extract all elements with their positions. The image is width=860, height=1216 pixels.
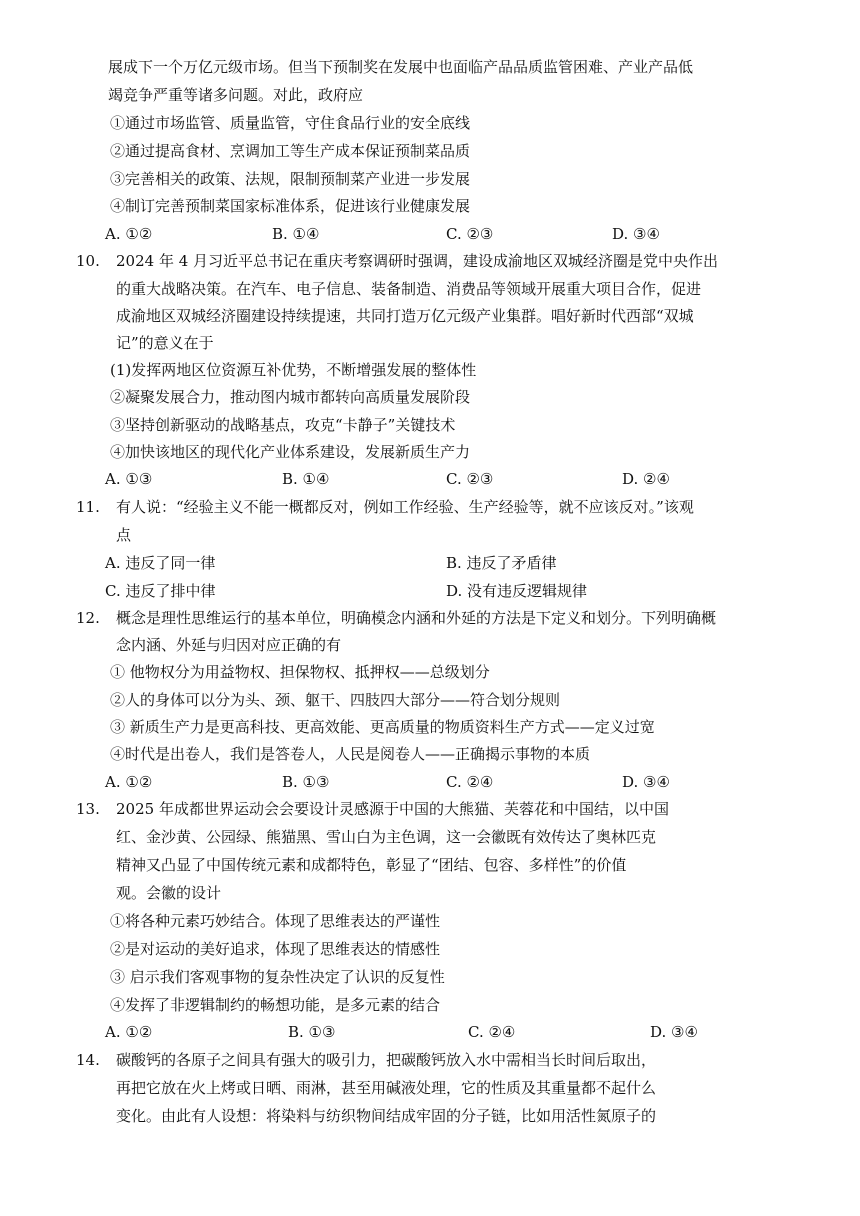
q9-item-3: ③完善相关的政策、法规，限制预制菜产业进一步发展 <box>110 170 471 188</box>
q12-text-line-1: 概念是理性思维运行的基本单位，明确模念内涵和外延的方法是下定义和划分。下列明确概 <box>116 609 717 627</box>
q12-item-2: ②人的身体可以分为头、颈、躯干、四肢四大部分——符合划分规则 <box>110 691 561 709</box>
q12-number: 12. <box>76 609 100 627</box>
q10-text-line-2: 的重大战略决策。在汽车、电子信息、装备制造、消费品等领域开展重大项目合作，促进 <box>116 280 702 298</box>
q9-text-line-1: 展成下一个万亿元级市场。但当下预制奖在发展中也面临产品品质监管困难、产业产品低 <box>108 58 694 76</box>
q12-item-3: ③ 新质生产力是更高科技、更高效能、更高质量的物质资料生产方式——定义过宽 <box>110 718 655 736</box>
q9-option-d[interactable]: D. ③④ <box>612 225 660 243</box>
q13-item-2: ②是对运动的美好追求，体现了思维表达的情感性 <box>110 940 441 958</box>
q12-item-4: ④时代是出卷人，我们是答卷人，人民是阅卷人——正确揭示事物的本质 <box>110 745 591 763</box>
q9-item-4: ④制订完善预制菜国家标准体系，促进该行业健康发展 <box>110 197 471 215</box>
q11-number: 11. <box>76 498 100 516</box>
q11-text-line-1: 有人说：“经验主义不能一概都反对，例如工作经验、生产经验等，就不应该反对。”该观 <box>116 498 694 516</box>
q9-text-line-2: 竭竞争严重等诸多问题。对此，政府应 <box>108 86 364 104</box>
q14-text-line-3: 变化。由此有人设想：将染料与纺织物间结成牢固的分子链，比如用活性氮原子的 <box>116 1107 657 1125</box>
q13-option-b[interactable]: B. ①③ <box>288 1023 336 1041</box>
q12-text-line-2: 念内涵、外延与归因对应正确的有 <box>116 636 342 654</box>
q9-item-1: ①通过市场监管、质量监管，守住食品行业的安全底线 <box>110 114 471 132</box>
q9-item-2: ②通过提高食材、烹调加工等生产成本保证预制菜品质 <box>110 142 471 160</box>
q14-text-line-2: 再把它放在火上烤或日晒、雨淋，甚至用碱液处理，它的性质及其重量都不起什么 <box>116 1079 657 1097</box>
q14-text-line-1: 碳酸钙的各原子之间具有强大的吸引力，把碳酸钙放入水中需相当长时间后取出， <box>116 1051 657 1069</box>
q13-option-a[interactable]: A. ①② <box>105 1023 153 1041</box>
q13-text-line-2: 红、金沙黄、公园绿、熊猫黑、雪山白为主色调，这一会徽既有效传达了奥林匹克 <box>116 828 657 846</box>
q13-text-line-3: 精神又凸显了中国传统元素和成都特色，彰显了“团结、包容、多样性”的价值 <box>116 856 627 874</box>
q13-text-line-4: 观。会徽的设计 <box>116 884 222 902</box>
q12-option-a[interactable]: A. ①② <box>105 773 153 791</box>
q12-option-b[interactable]: B. ①③ <box>282 773 330 791</box>
q13-item-3: ③ 启示我们客观事物的复杂性决定了认识的反复性 <box>110 968 445 986</box>
q13-item-4: ④发挥了非逻辑制约的畅想功能，是多元素的结合 <box>110 996 441 1014</box>
q11-option-c[interactable]: C. 违反了排中律 <box>105 582 216 600</box>
q9-option-b[interactable]: B. ①④ <box>272 225 320 243</box>
q14-number: 14. <box>76 1051 100 1069</box>
q10-option-c[interactable]: C. ②③ <box>446 470 494 488</box>
q12-item-1: ① 他物权分为用益物权、担保物权、抵押权——总级划分 <box>110 663 490 681</box>
q10-text-line-3: 成渝地区双城经济圈建设持续提速，共同打造万亿元级产业集群。唱好新时代西部“双城 <box>116 307 694 325</box>
q13-number: 13. <box>76 800 100 818</box>
q10-option-b[interactable]: B. ①④ <box>282 470 330 488</box>
q10-item-4: ④加快该地区的现代化产业体系建设，发展新质生产力 <box>110 443 471 461</box>
q10-item-3: ③坚持创新驱动的战略基点，攻克“卡静子”关键技术 <box>110 416 456 434</box>
q10-text-line-4: 记”的意义在于 <box>116 334 214 352</box>
q13-option-d[interactable]: D. ③④ <box>650 1023 698 1041</box>
q9-option-c[interactable]: C. ②③ <box>446 225 494 243</box>
q11-option-a[interactable]: A. 违反了同一律 <box>105 554 216 572</box>
q10-option-d[interactable]: D. ②④ <box>622 470 670 488</box>
q10-number: 10. <box>76 252 100 270</box>
q12-option-d[interactable]: D. ③④ <box>622 773 670 791</box>
q9-option-a[interactable]: A. ①② <box>105 225 153 243</box>
q13-option-c[interactable]: C. ②④ <box>468 1023 516 1041</box>
q13-item-1: ①将各种元素巧妙结合。体现了思维表达的严谨性 <box>110 912 441 930</box>
q13-text-line-1: 2025 年成都世界运动会会要设计灵感源于中国的大熊猫、芙蓉花和中国结，以中国 <box>116 800 669 818</box>
q10-option-a[interactable]: A. ①③ <box>105 470 153 488</box>
q10-item-1: (1)发挥两地区位资源互补优势，不断增强发展的整体性 <box>110 361 477 379</box>
q12-option-c[interactable]: C. ②④ <box>446 773 494 791</box>
q11-option-b[interactable]: B. 违反了矛盾律 <box>446 554 557 572</box>
q10-text-line-1: 2024 年 4 月习近平总书记在重庆考察调研时强调，建设成渝地区双城经济圈是党中央作出 <box>116 252 719 270</box>
q11-option-d[interactable]: D. 没有违反逻辑规律 <box>446 582 588 600</box>
q11-text-line-2: 点 <box>116 526 132 544</box>
q10-item-2: ②凝聚发展合力，推动图内城市都转向高质量发展阶段 <box>110 388 471 406</box>
